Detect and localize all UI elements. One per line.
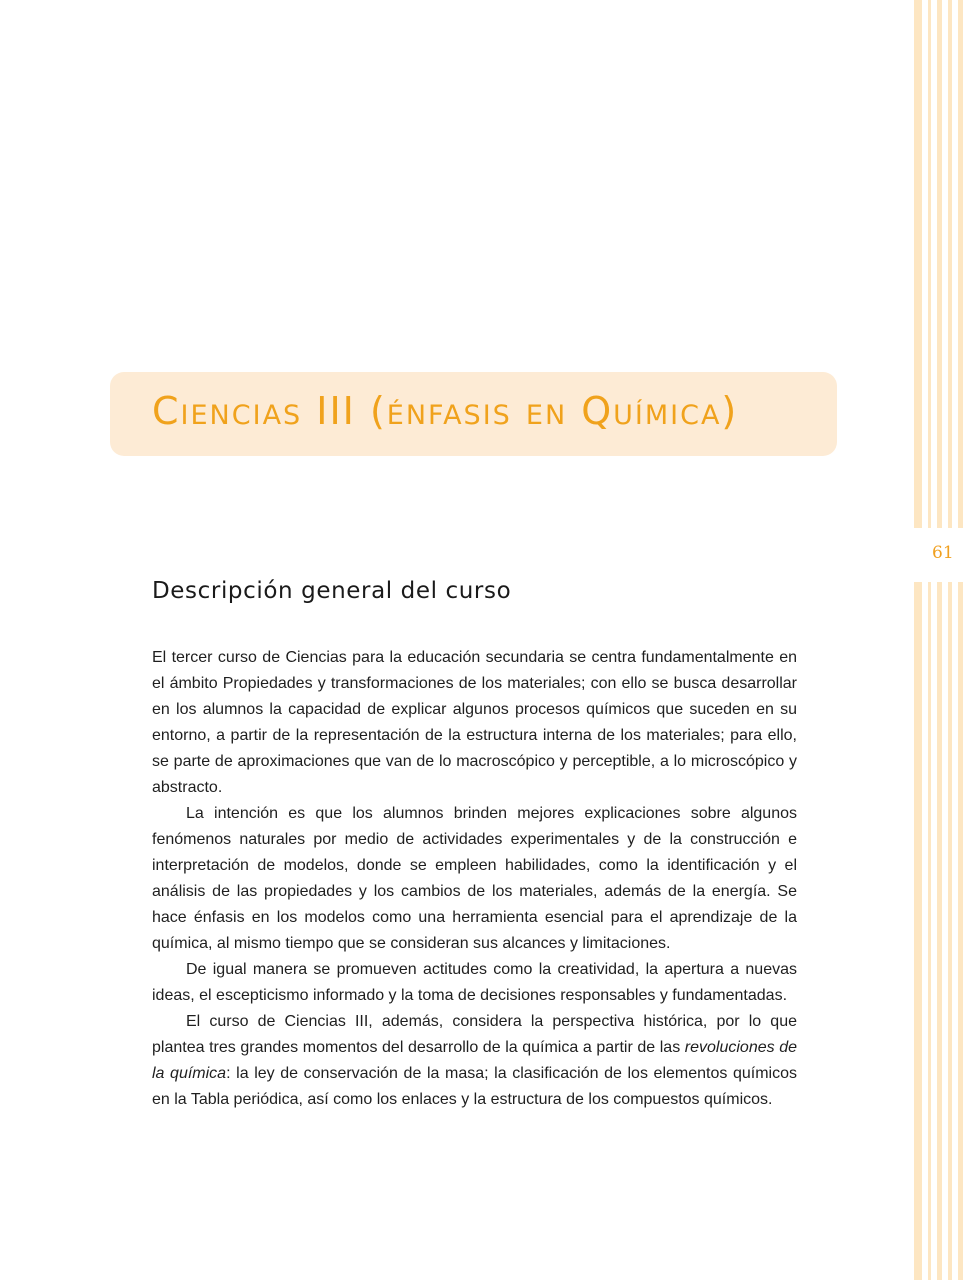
stripe (958, 0, 963, 1280)
chapter-title: Ciencias III (énfasis en Química) (152, 389, 739, 433)
paragraph-4-italic: revoluciones de la química (152, 1039, 797, 1082)
paragraph-2: La intención es que los alumnos brinden mejores explicaciones sobre algunos fenómenos naturales por medio de actividades experimentales y de la construcción e interpretación de modelos, donde se empleen habilidades, como la identificación y el análisis de las propiedades y los cambios de los materiales, además de la energía. Se hace énfasis en los modelos como una herramienta esencial para el aprendizaje de la química, al mismo tiempo que se consideran sus alcances y limitaciones. (152, 805, 797, 952)
body-text (152, 645, 797, 1113)
page-number: 61 (932, 543, 954, 563)
decorative-stripes (914, 0, 972, 1280)
stripe (948, 0, 952, 1280)
paragraph-4-start: El curso de Ciencias III, además, considera la perspectiva histórica, por lo que plantea tres grandes momentos del desarrollo de la química a partir de las (152, 1013, 797, 1056)
paragraph-4 (152, 1009, 797, 1113)
paragraph-4-end: : la ley de conservación de la masa; la clasificación de los elementos químicos en la Tabla periódica, así como los enlaces y la estructura de los compuestos químicos. (152, 1065, 798, 1108)
stripe (928, 0, 931, 1280)
paragraph-1: El tercer curso de Ciencias para la educación secundaria se centra fundamentalmente en el ámbito Propiedades y transformaciones de los materiales; con ello se busca desarrollar en los alumnos la capacidad de explicar algunos procesos químicos que suceden en su entorno, a partir de la representación de la estructura interna de los materiales; para ello, se parte de aproximaciones que van de lo macroscópico y perceptible, a lo microscópico y abstracto. (152, 649, 797, 796)
stripe (937, 0, 942, 1280)
paragraph-3: De igual manera se promueven actitudes como la creatividad, la apertura a nuevas ideas, el escepticismo informado y la toma de decisiones responsables y fundamentadas. (152, 961, 797, 1004)
section-heading: Descripción general del curso (152, 578, 512, 604)
stripe (914, 0, 922, 1280)
